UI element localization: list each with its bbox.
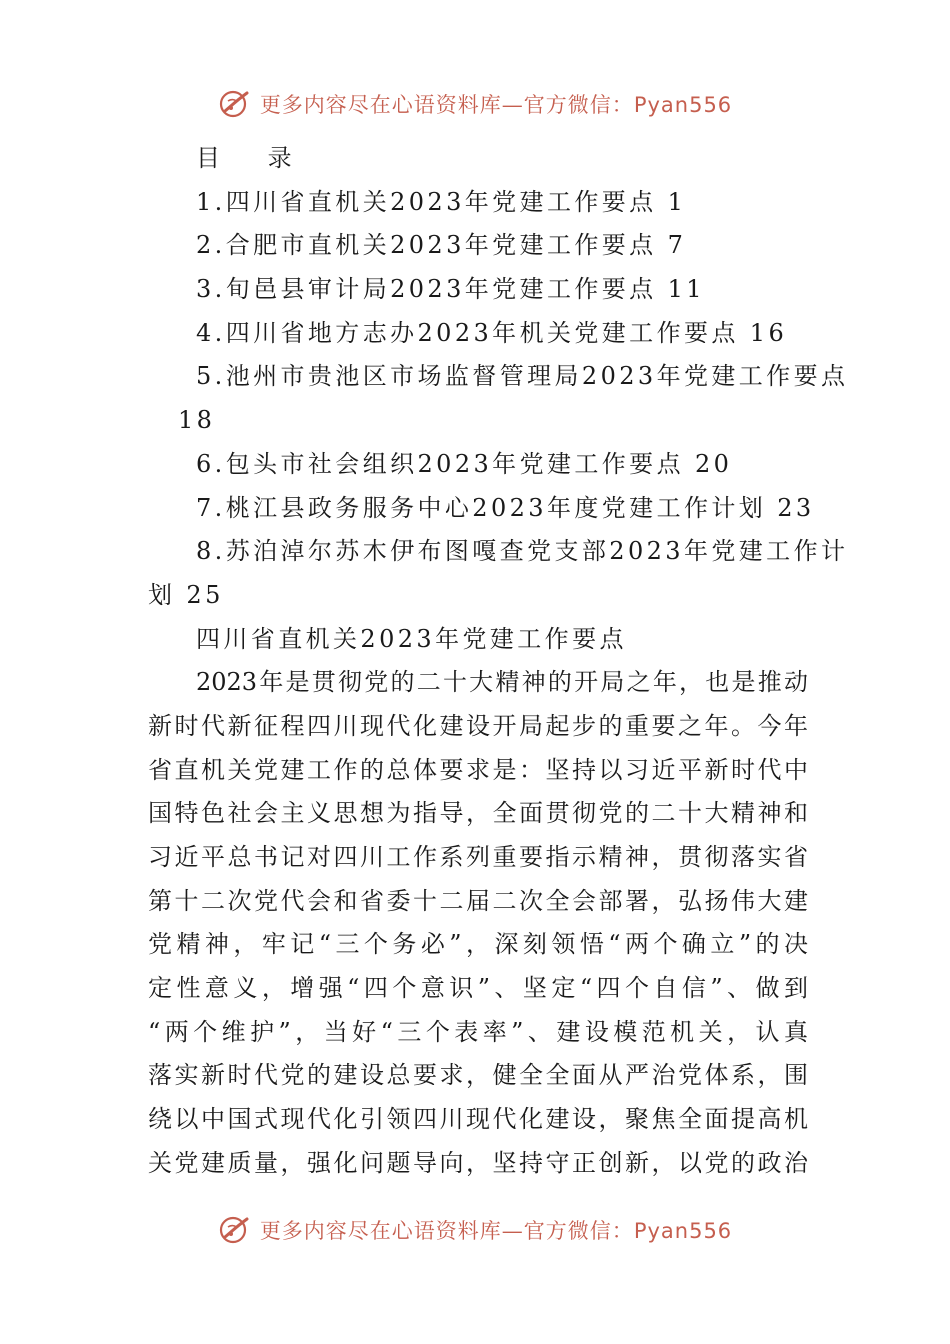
article-heading: 四川省直机关2023年党建工作要点 [196,624,627,653]
watermark-wechat-id: Pyan556 [633,1219,733,1243]
pen-logo-icon [218,87,252,121]
watermark-wechat-id: Pyan556 [633,93,733,117]
toc-item: 6.包头市社会组织2023年党建工作要点 20 [196,449,733,478]
paragraph-line: 2023年是贯彻党的二十大精神的开局之年，也是推动 [196,668,808,697]
watermark-text: 更多内容尽在心语资料库—官方微信：Pyan556 [259,93,733,117]
toc-item: 4.四川省地方志办2023年机关党建工作要点 16 [196,318,788,347]
paragraph-line: “两个维护”，当好“三个表率”、建设模范机关，认真 [148,1017,808,1046]
toc-item: 1.四川省直机关2023年党建工作要点 1 [196,187,687,216]
document-body [148,137,849,1186]
toc-list [148,181,849,618]
paragraph-line: 定性意义，增强“四个意识”、坚定“四个自信”、做到 [148,974,808,1003]
watermark-header [0,84,950,124]
toc-item-page: 18 [178,406,216,435]
toc-item: 5.池州市贵池区市场监督管理局2023年党建工作要点 [196,362,849,391]
paragraph-line: 第十二次党代会和省委十二届二次全会部署，弘扬伟大建 [148,886,808,915]
pen-logo-icon [218,1213,252,1247]
toc-item: 3.旬邑县审计局2023年党建工作要点 11 [196,275,705,304]
toc-item: 8.苏泊淖尔苏木伊布图嘎查党支部2023年党建工作计 [196,537,849,566]
paragraph-line: 习近平总书记对四川工作系列重要指示精神，贯彻落实省 [148,843,808,871]
watermark-text: 更多内容尽在心语资料库—官方微信：Pyan556 [259,1219,733,1243]
paragraph-line: 国特色社会主义思想为指导，全面贯彻党的二十大精神和 [148,799,808,828]
paragraph-line: 新时代新征程四川现代化建设开局起步的重要之年。今年 [148,711,808,740]
watermark-footer [0,1210,950,1250]
paragraph-line: 党精神，牢记“三个务必”，深刻领悟“两个确立”的决 [148,930,808,959]
toc-item: 7.桃江县政务服务中心2023年度党建工作计划 23 [196,493,815,522]
paragraph-line: 绕以中国式现代化引领四川现代化建设，聚焦全面提高机 [148,1105,808,1134]
toc-title: 目 录 [196,144,312,172]
toc-item-page: 划 25 [148,580,224,609]
paragraph-line: 省直机关党建工作的总体要求是：坚持以习近平新时代中 [148,755,808,784]
paragraph-line: 落实新时代党的建设总要求，健全全面从严治党体系，围 [148,1061,808,1090]
toc-item: 2.合肥市直机关2023年党建工作要点 7 [196,231,687,260]
article-paragraph [148,661,808,1185]
paragraph-line: 关党建质量，强化问题导向，坚持守正创新，以党的政治 [148,1148,808,1177]
